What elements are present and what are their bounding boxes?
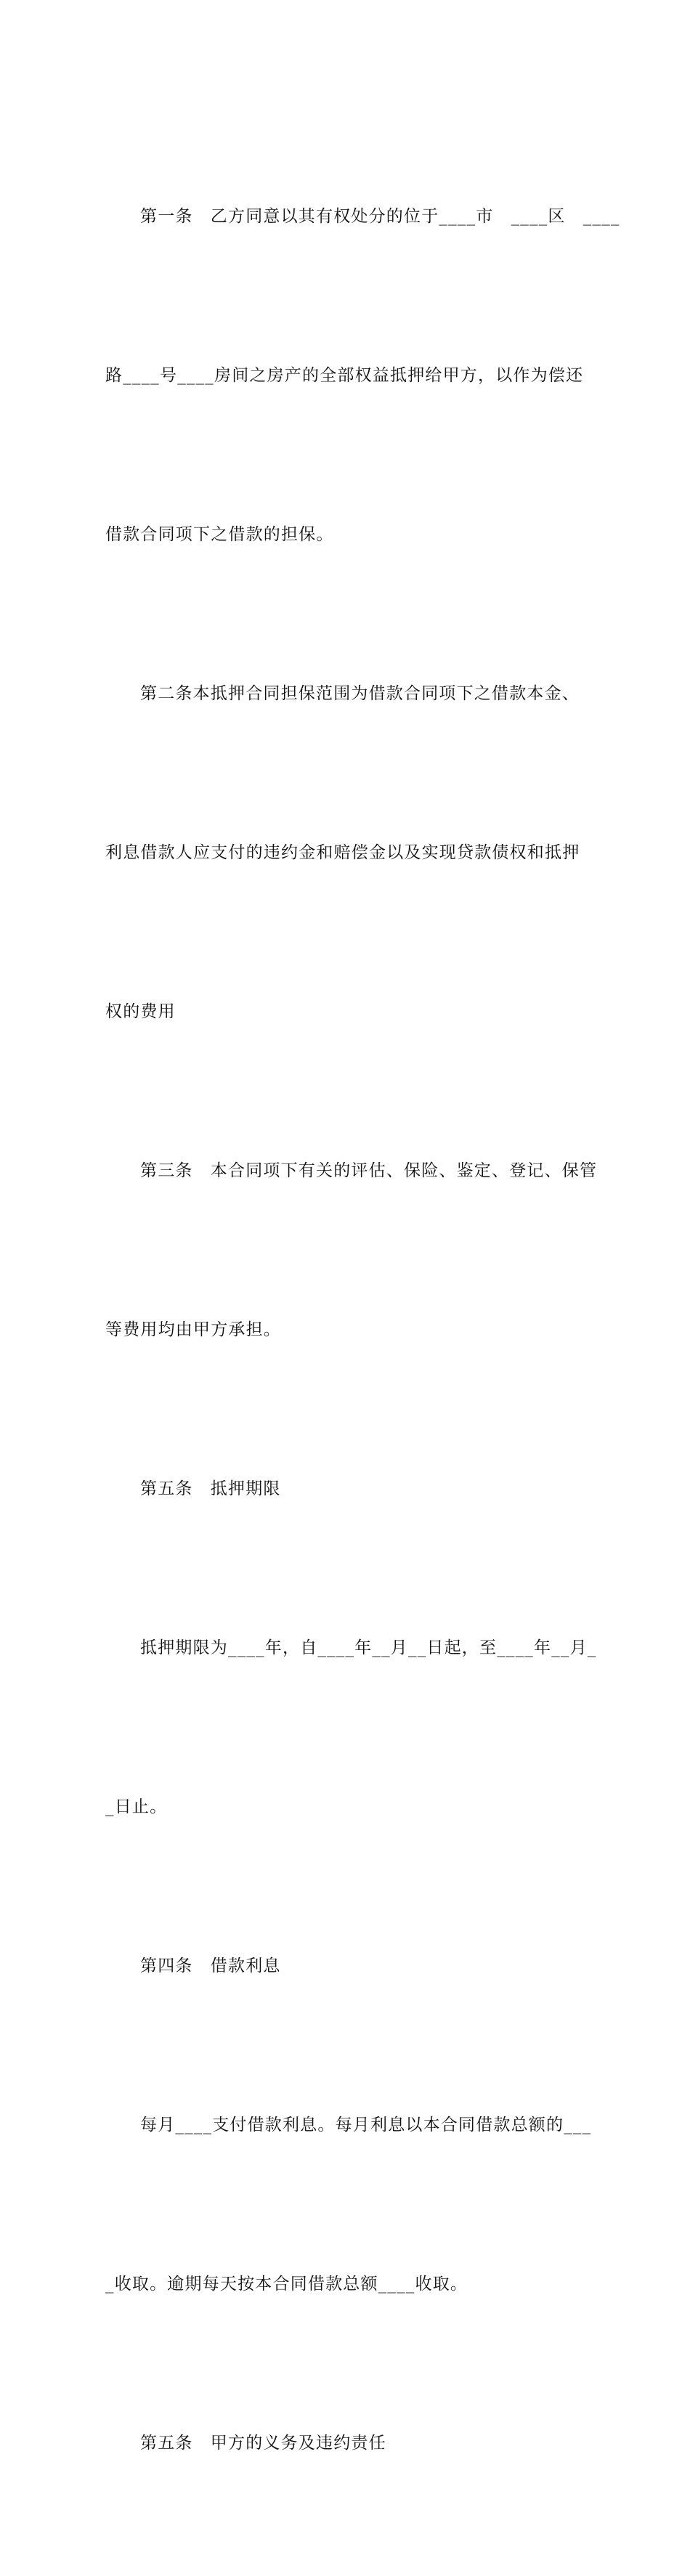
article-2-line-3: 权的费用 (105, 1002, 176, 1021)
contract-body (105, 84, 620, 2576)
article-3-line-2: 等费用均由甲方承担。 (105, 1320, 281, 1339)
article-2-line-1: 第二条本抵押合同担保范围为借款合同项下之借款本金、 (140, 684, 580, 703)
interest-line-1: 每月____支付借款利息。每月利息以本合同借款总额的___ (140, 2116, 592, 2134)
article-3-line-1: 第三条 本合同项下有关的评估、保险、鉴定、登记、保管 (140, 1161, 598, 1180)
article-2-line-2: 利息借款人应支付的违约金和赔偿金以及实现贷款债权和抵押 (105, 843, 580, 862)
article-1-line-1: 第一条 乙方同意以其有权处分的位于____市 ____区 ____ (140, 207, 620, 226)
article-1-line-2: 路____号____房间之房产的全部权益抵押给甲方，以作为偿还 (105, 366, 584, 385)
interest-line-2: _收取。逾期每天按本合同借款总额____收取。 (105, 2275, 468, 2293)
article-4-heading: 第四条 借款利息 (140, 1957, 281, 1975)
mortgage-term-line-1: 抵押期限为____年，自____年__月__日起，至____年__月_ (140, 1638, 597, 1657)
article-5-heading: 第五条 抵押期限 (140, 1479, 281, 1498)
mortgage-term-line-2: _日止。 (105, 1797, 168, 1816)
article-5-obligations-heading: 第五条 甲方的义务及违约责任 (140, 2434, 386, 2453)
article-1-line-3: 借款合同项下之借款的担保。 (105, 525, 334, 544)
